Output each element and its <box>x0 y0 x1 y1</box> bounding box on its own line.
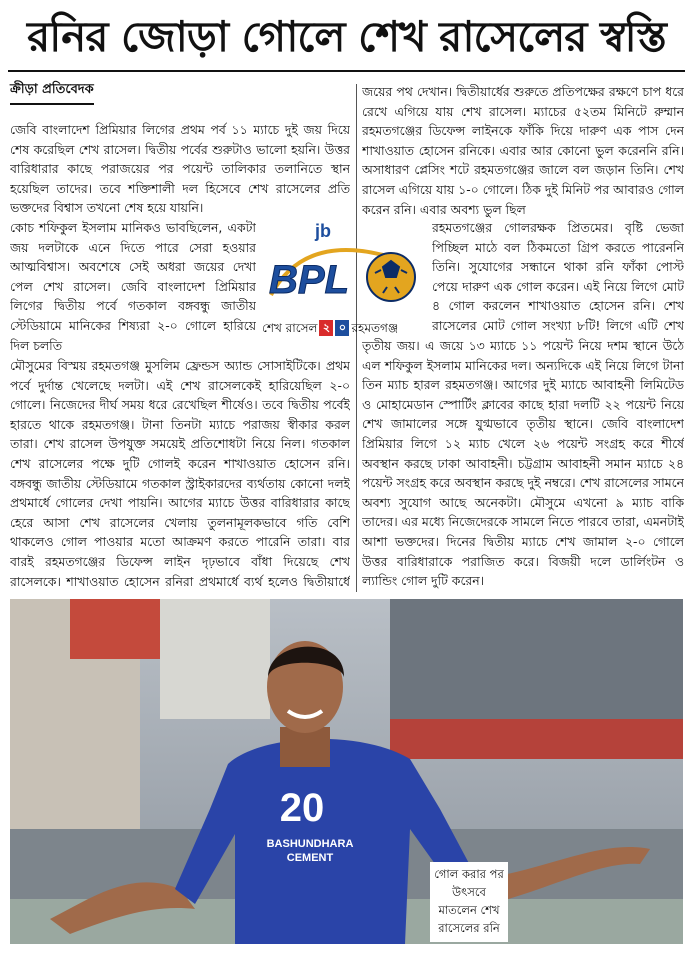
article-column-left-top <box>10 120 350 218</box>
team-right: রহমতগঞ্জ <box>351 321 399 335</box>
player-photo <box>10 599 683 944</box>
score-right: ০ <box>335 320 349 336</box>
column-divider <box>356 84 357 592</box>
paragraph: মৌসুমের বিস্ময় রহমতগঞ্জ মুসলিম ফ্রেন্ডস অ্যান্ড সোসাইটিকে। প্রথম পর্বে দুর্দান্ত খেলেছে দলটা। এই শেখ রাসেলকেই হারিয়েছিল ২-০ গোলে। নিজেদের দীর্ঘ সময় ধরে রেখেছিল শীর্ষেও। তবে দ্বিতীয় পর্বেই হারতে থাকে রহমতগঞ্জ। টানা তিনটা ম্যাচে পরাজয় স্বীকার করল তারা। শেখ রাসেল উপযুক্ত সময়েই প্রতিশোধটা নিয়ে নিল। গতকাল শেখ রাসেলের পক্ষে দুটি গোলই করেন শাখাওয়াত হোসেন রনি। বঙ্গবন্ধু জাতীয় স্টেডিয়ামে গতকাল স্ট্রাইকারদের ব্যর্থতায় কোনো দলই প্রথমার্ধে গোলের দেখা পায়নি। আগের ম্যাচে উত্তর বারিধারার কাছে হেরে আসা শেখ রাসেলের খেলায় তুলনামূলকভাবে গতি বেশি থাকলেও গোল পাওয়ার মতো আক্রমণ করতে পারেনি তারা। বার বারই রহমতগঞ্জের ডিফেন্স লাইন দৃঢ়ভাবে বাঁধা দিয়েছে শেখ রাসেলকে। শাখাওয়াত হোসেন রনিরা প্রথমার্ধে ব্যর্থ হলেও দ্বিতীয়ার্ধে <box>10 358 350 589</box>
jersey-number: 20 <box>279 786 325 830</box>
paragraph: কোচ শফিকুল ইসলাম মানিকও ভাবছিলেন, একটা জয় দলটাকে এনে দিতে পারে সেরা হওয়ার আত্মবিশ্বাস। অবশেষে সেই অধরা জয়ের দেখা পেল শেখ রাসেল। জেবি বাংলাদেশ প্রিমিয়ার লিগের দ্বিতীয় পর্বে গতকাল বঙ্গবন্ধু জাতীয় স্টেডিয়ামে মানিকের শিষ্যরা ২-০ গোলে হারিয়ে দিল চলতি <box>10 220 256 353</box>
score-line <box>262 318 444 338</box>
bpl-wordmark: BPL <box>269 258 349 302</box>
headline-rule <box>8 70 685 72</box>
paragraph: রহমতগঞ্জের গোলরক্ষক প্রিতমের। বৃষ্টি ভেজা পিচ্ছিল মাঠে বল ঠিকমতো গ্রিপ করতে পারেননি তিনি। সুযোগের সন্ধানে থাকা রনি ফাঁকা পোস্ট পেয়ে দারুণ এক গোল করেন। এই নিয়ে লিগে মোট ৪ গোল করলেন শাখাওয়াত হোসেন রনি। শেখ রাসেলের মোট গোল সংখ্যা ৮টি! লিগে এটি শেখ <box>432 220 684 333</box>
jersey-sponsor-top: BASHUNDHARA <box>266 838 354 850</box>
paragraph: জয়ের পথ দেখান। দ্বিতীয়ার্ধের শুরুতে প্রতিপক্ষের রক্ষণে চাপ ধরে রেখে এগিয়ে যায় শেখ রাসেল। ম্যাচের ৫২তম মিনিটে রুম্মান রহমতগঞ্জের ডিফেন্স লাইনকে ফাঁকি দিয়ে দারুণ এক পাস দেন শাখাওয়াত হোসেন রনিকে। এবার আর কোনো ভুল করেননি রনি। অসাধারণ প্লেসিং শটে রহমতগঞ্জের জালে বল জড়ান তিনি। শেখ রাসেল এগিয়ে যায় ১-০ গোলে। ঠিক দুই মিনিট পর আবারও গোল করেন রনি। এবার অবশ্য ভুল ছিল <box>362 84 684 217</box>
score-left: ২ <box>319 320 333 336</box>
article-column-left-wrap <box>10 218 256 356</box>
byline: ক্রীড়া প্রতিবেদক <box>10 80 94 105</box>
article-column-right-bottom <box>362 336 684 592</box>
player-photo-graphic <box>10 599 683 944</box>
jb-mark: jb <box>315 221 331 241</box>
paragraph: জেবি বাংলাদেশ প্রিমিয়ার লিগের প্রথম পর্ব ১১ ম্যাচে দুই জয় দিয়ে শেষ করেছিল শেখ রাসেল। দ্বিতীয় পর্বের শুরুটাও ভালো হয়নি। উত্তর বারিধারার কাছে পরাজয়ের পর পয়েন্ট তালিকার তলানিতে স্থান হয়েছিল তাদের। তবে শক্তিশালী দল হিসেবে শেখ রাসেলের প্রতি ভক্তদের বিশ্বাস তখনো শেষ হয়ে যায়নি। <box>10 122 350 216</box>
article-column-right-wrap <box>432 218 684 336</box>
headline: রনির জোড়া গোলে শেখ রাসেলের স্বস্তি <box>27 12 666 61</box>
jersey-sponsor-bottom: CEMENT <box>286 852 334 864</box>
bpl-logo-graphic <box>263 215 423 315</box>
bpl-logo <box>263 215 423 335</box>
photo-caption: গোল করার পর উৎসবে মাতলেন শেখ রাসেলের রনি <box>430 862 508 942</box>
article-column-left-bottom <box>10 356 350 592</box>
paragraph: তৃতীয় জয়। এ জয়ে ১৩ ম্যাচে ১১ পয়েন্ট নিয়ে দশম স্থানে উঠে এল শফিকুল ইসলাম মানিকের দল। অন্যদিকে এই নিয়ে লিগে টানা তিন ম্যাচ হারল রহমতগঞ্জ। আগের দুই ম্যাচে আবাহনী লিমিটেড ও মোহামেডান স্পোর্টিং ক্লাবের কাছে হারা দলটি ২২ পয়েন্ট নিয়ে শেখ জামালের সঙ্গে যুগ্মভাবে তৃতীয় স্থানে। জেবি বাংলাদেশ প্রিমিয়ার লিগে ১২ ম্যাচ খেলে ২৬ পয়েন্ট সংগ্রহ করে শীর্ষে অবস্থান করছে ঢাকা আবাহনী। চট্টগ্রাম আবাহনী সমান ম্যাচে ২৪ পয়েন্ট সংগ্রহ করে অবস্থান করছে দুই নম্বরে। শেখ রাসেলের সামনে অবশ্য সুযোগ আছে অনেকটা। মৌসুমে এখনো ৯ ম্যাচ বাকি তাদের। এর মধ্যে নিজেদেরকে সামলে নিতে পারবে তারা, এমনটাই আশা ভক্তদের। দিনের দ্বিতীয় ম্যাচে শেখ জামাল ২-০ গোলে উত্তর বারিধারাকে পরাজিত করে। বিজয়ী দলে ডার্লিংটন ও ল্যান্ডিং গোল দুটি করেন। <box>362 338 684 589</box>
article-column-right-top <box>362 82 684 218</box>
team-left: শেখ রাসেল <box>262 321 318 335</box>
